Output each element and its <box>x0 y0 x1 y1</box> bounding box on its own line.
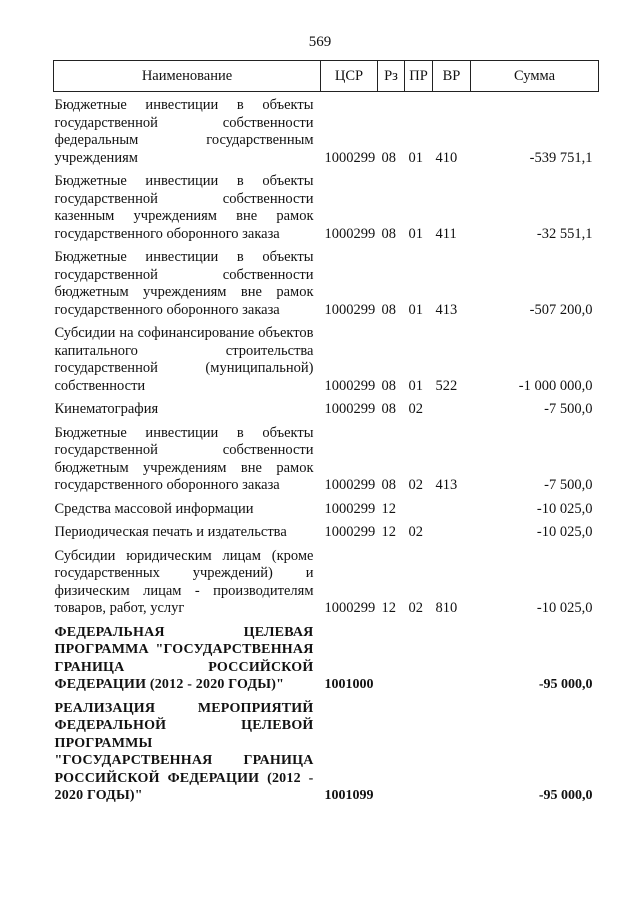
table-row-program <box>54 624 599 700</box>
row-vr <box>433 624 471 700</box>
header-pr: ПР <box>405 61 433 92</box>
row-rz: 08 <box>381 477 396 493</box>
row-pr: 02 <box>408 600 423 616</box>
row-csr: 1001099 <box>324 788 374 803</box>
table-header-row <box>54 61 599 92</box>
row-rz: 08 <box>381 401 396 417</box>
row-vr <box>433 524 471 548</box>
header-csr: ЦСР <box>321 61 378 92</box>
row-vr: 522 <box>435 377 458 394</box>
row-rz: 08 <box>381 225 396 242</box>
row-name: Субсидии юридическим лицам (кроме государственных учреждений) и физическим лицам - производителям товаров, работ, услуг <box>54 547 314 616</box>
row-vr <box>433 700 471 811</box>
row-csr: 1000299 <box>324 600 376 616</box>
row-rz <box>378 624 405 700</box>
row-name: Бюджетные инвестиции в объекты государственной собственности казенным учреждениям вне рамок государственного оборонного заказа <box>54 173 314 242</box>
row-rz: 12 <box>381 500 396 517</box>
row-sum: -539 751,1 <box>529 149 593 166</box>
row-rz: 12 <box>381 600 396 616</box>
table-row-program <box>54 700 599 811</box>
row-vr: 411 <box>435 225 457 242</box>
row-rz: 08 <box>381 301 396 318</box>
row-csr: 1000299 <box>324 377 376 394</box>
row-csr: 1001000 <box>324 677 374 692</box>
row-csr: 1000299 <box>324 225 376 242</box>
row-csr: 1000299 <box>324 401 376 417</box>
row-sum: -1 000 000,0 <box>518 377 593 394</box>
row-name: ФЕДЕРАЛЬНАЯ ЦЕЛЕВАЯ ПРОГРАММА "ГОСУДАРСТВЕННАЯ ГРАНИЦА РОССИЙСКОЙ ФЕДЕРАЦИИ (2012 - 2020 ГОДЫ)" <box>54 624 314 692</box>
row-pr: 01 <box>408 149 423 166</box>
row-sum: -507 200,0 <box>529 301 593 318</box>
row-name: Периодическая печать и издательства <box>54 524 287 540</box>
header-rz: Рз <box>378 61 405 92</box>
row-name: Кинематография <box>54 401 159 417</box>
row-name: Субсидии на софинансирование объектов капитального строительства государственной (муниципальной) собственности <box>54 325 314 394</box>
row-name: Бюджетные инвестиции в объекты государственной собственности бюджетным учреждениям вне рамок государственного оборонного заказа <box>54 424 314 493</box>
row-rz: 08 <box>381 377 396 394</box>
header-sum: Сумма <box>471 61 599 92</box>
budget-table <box>53 60 599 811</box>
table-row <box>54 425 599 501</box>
row-csr: 1000299 <box>324 477 376 493</box>
row-pr: 02 <box>408 524 423 540</box>
row-name: Средства массовой информации <box>54 500 254 517</box>
row-sum: -7 500,0 <box>544 401 593 417</box>
row-pr: 02 <box>408 401 423 417</box>
row-vr <box>433 401 471 425</box>
table-row <box>54 501 599 525</box>
header-name: Наименование <box>54 61 321 92</box>
row-csr: 1000299 <box>324 500 376 517</box>
row-vr: 413 <box>435 301 458 318</box>
table-row <box>54 92 599 174</box>
row-csr: 1000299 <box>324 524 376 540</box>
row-rz: 12 <box>381 524 396 540</box>
header-vr: ВР <box>433 61 471 92</box>
table-row <box>54 524 599 548</box>
row-rz: 08 <box>381 149 396 166</box>
table-row <box>54 173 599 249</box>
row-pr: 01 <box>408 377 423 394</box>
table-row <box>54 249 599 325</box>
row-vr: 413 <box>435 477 458 493</box>
row-sum: -32 551,1 <box>536 225 593 242</box>
row-pr <box>405 501 433 525</box>
row-pr: 02 <box>408 477 423 493</box>
page-number: 569 <box>308 34 332 50</box>
row-sum: -95 000,0 <box>538 788 593 803</box>
row-pr: 01 <box>408 225 423 242</box>
table-row <box>54 401 599 425</box>
row-sum: -10 025,0 <box>536 500 593 517</box>
row-name: Бюджетные инвестиции в объекты государственной собственности бюджетным учреждениям вне рамок государственного оборонного заказа <box>54 249 314 318</box>
row-csr: 1000299 <box>324 301 376 318</box>
row-sum: -10 025,0 <box>536 524 593 540</box>
row-name: РЕАЛИЗАЦИЯ МЕРОПРИЯТИЙ ФЕДЕРАЛЬНОЙ ЦЕЛЕВОЙ ПРОГРАММЫ "ГОСУДАРСТВЕННАЯ ГРАНИЦА РОССИЙСКОЙ ФЕДЕРАЦИИ (2012 - 2020 ГОДЫ)" <box>54 700 314 803</box>
row-sum: -7 500,0 <box>544 477 593 493</box>
row-vr <box>433 501 471 525</box>
row-csr: 1000299 <box>324 149 376 166</box>
row-vr: 410 <box>435 149 458 166</box>
row-pr <box>405 624 433 700</box>
table-row <box>54 325 599 401</box>
table-row <box>54 548 599 624</box>
row-sum: -95 000,0 <box>538 677 593 692</box>
row-rz <box>378 700 405 811</box>
row-sum: -10 025,0 <box>536 600 593 616</box>
row-pr: 01 <box>408 301 423 318</box>
row-vr: 810 <box>435 600 458 616</box>
row-name: Бюджетные инвестиции в объекты государственной собственности федеральным государственным учреждениям <box>54 97 314 166</box>
row-pr <box>405 700 433 811</box>
